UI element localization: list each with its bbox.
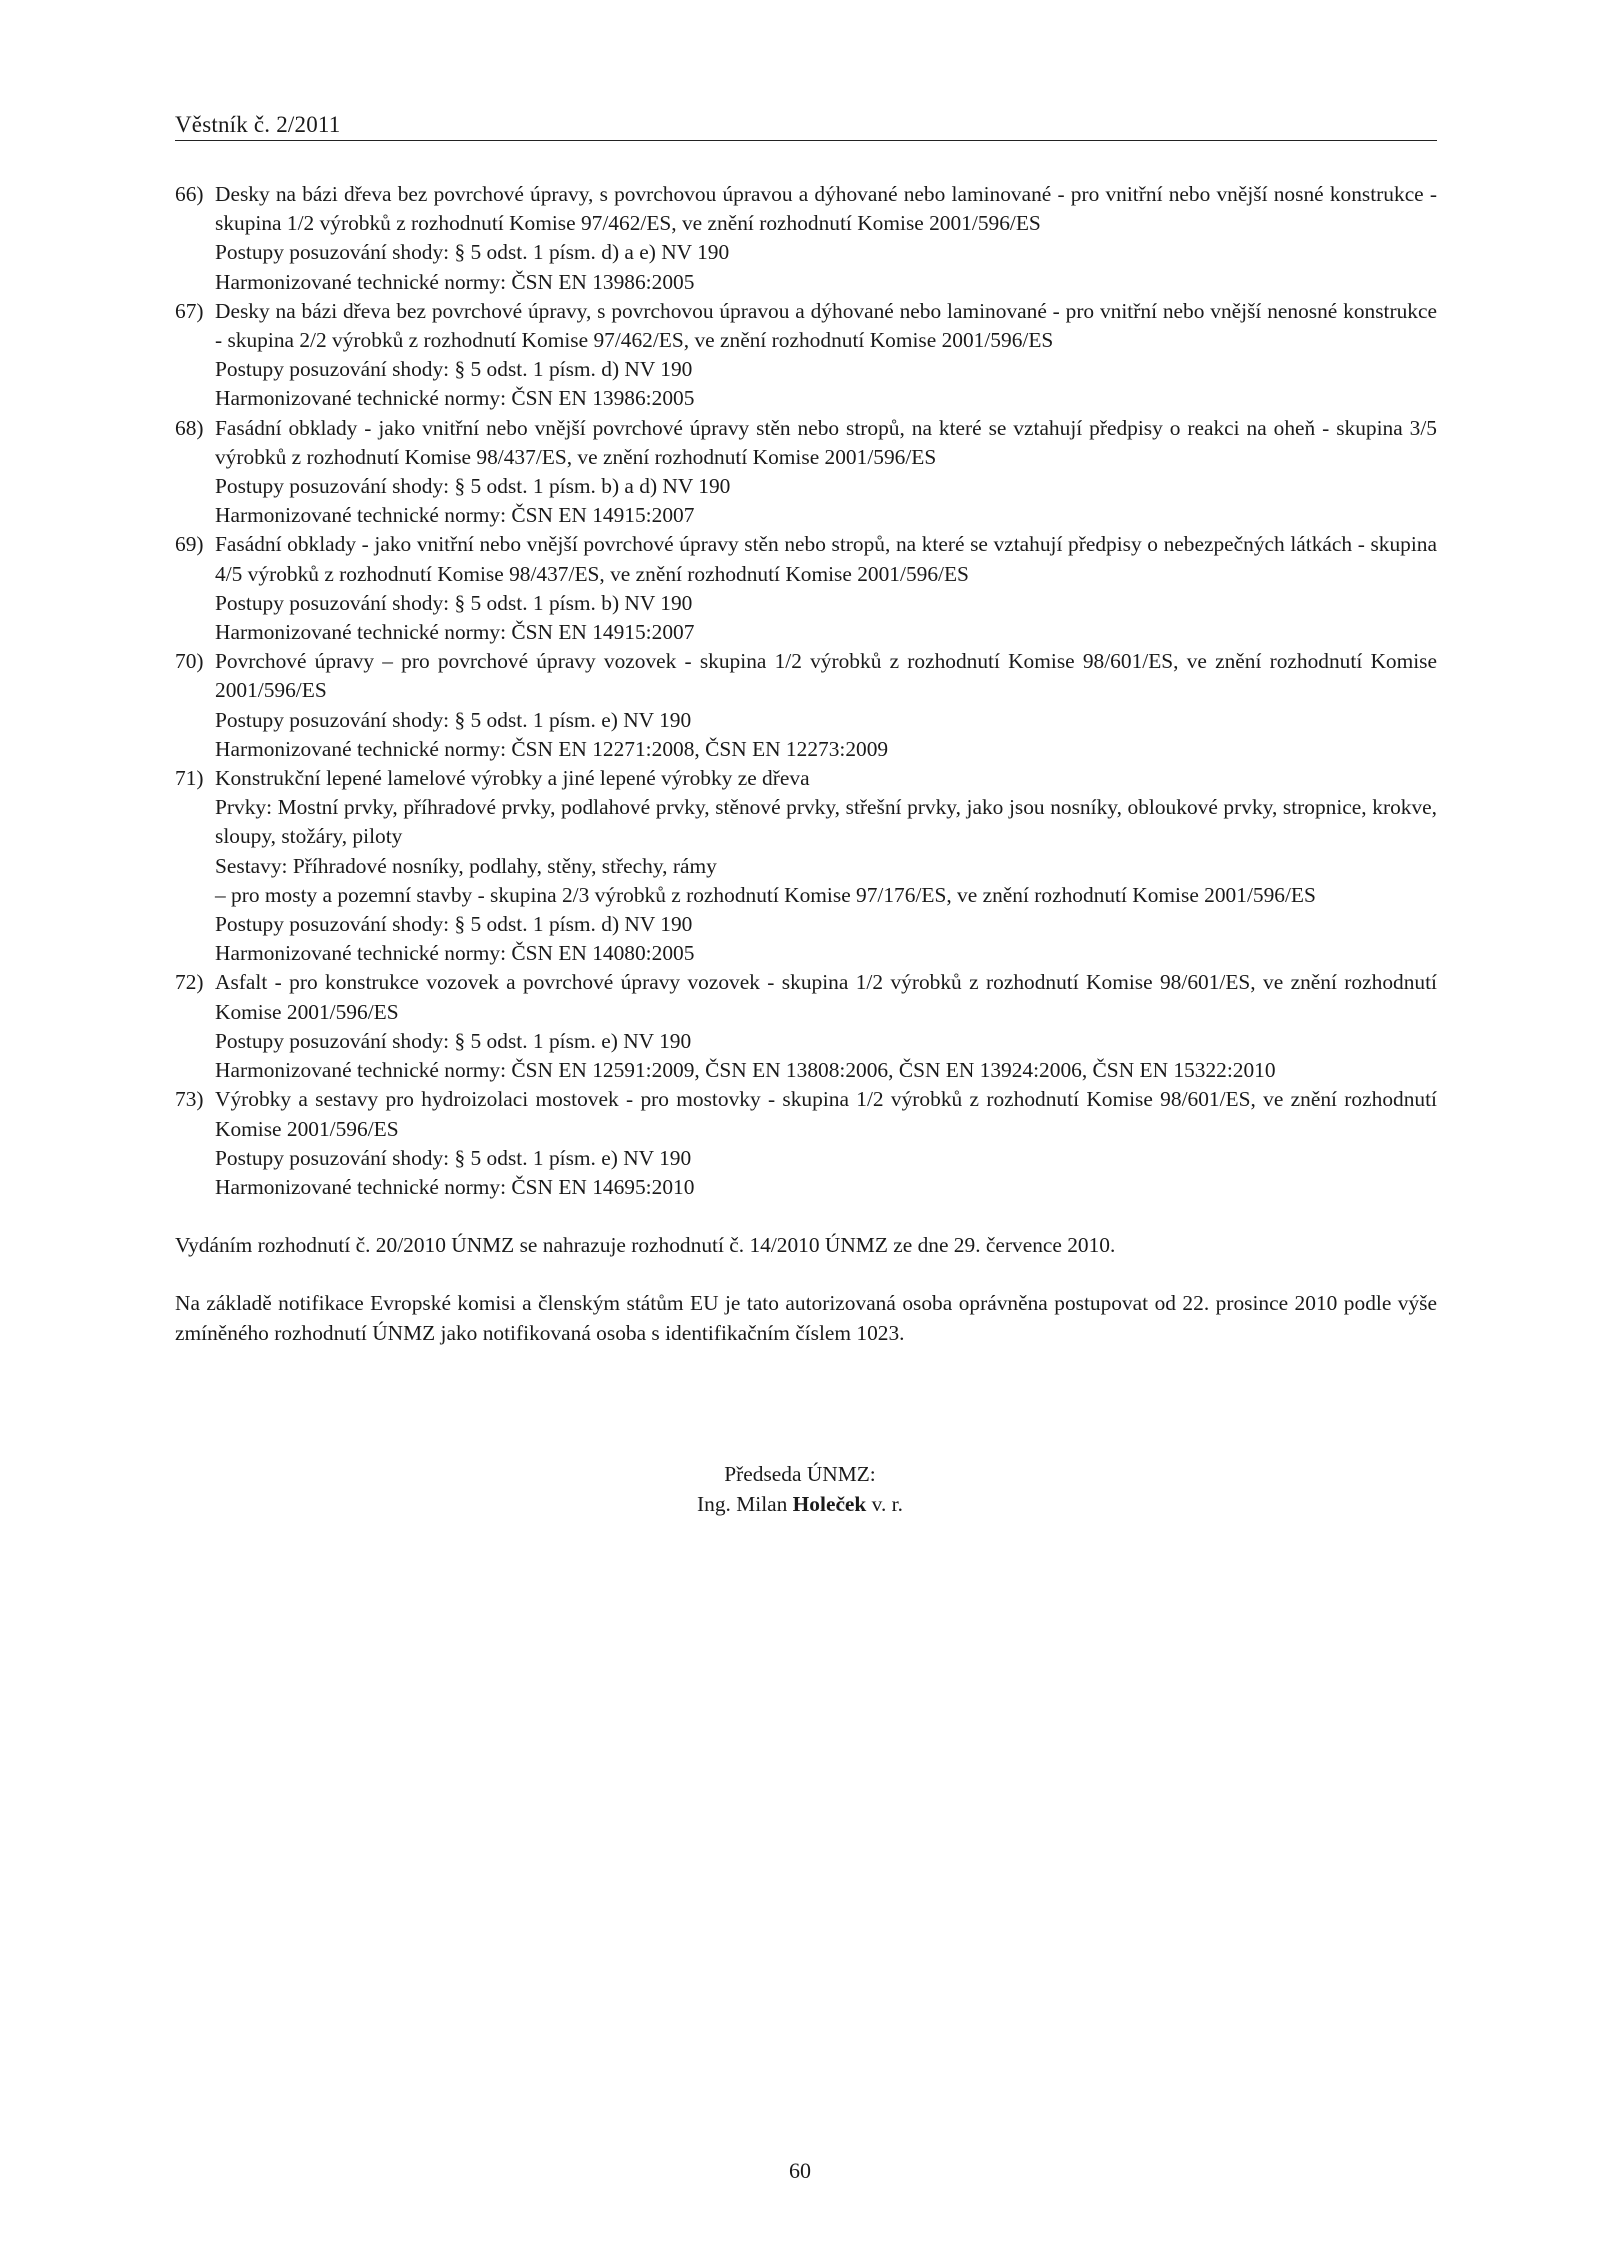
item-number: 73) — [175, 1087, 204, 1112]
item-line: Konstrukční lepené lamelové výrobky a jiné lepené výrobky ze dřeva — [215, 766, 810, 791]
item-line: Postupy posuzování shody: § 5 odst. 1 písm. d) NV 190 — [215, 912, 693, 937]
list-item — [175, 968, 1437, 1085]
notification-paragraph: Na základě notifikace Evropské komisi a členským státům EU je tato autorizovaná osoba oprávněna postupovat od 22. prosince 2010 podle výše zmíněného rozhodnutí ÚNMZ jako notifikovaná osoba s identifikačním číslem 1023. — [175, 1291, 1437, 1345]
item-number: 72) — [175, 970, 204, 995]
signature-name-suffix: v. r. — [866, 1491, 903, 1516]
replacement-note: Vydáním rozhodnutí č. 20/2010 ÚNMZ se nahrazuje rozhodnutí č. 14/2010 ÚNMZ ze dne 29. července 2010. — [175, 1233, 1116, 1258]
item-number: 68) — [175, 415, 204, 440]
item-line: Prvky: Mostní prvky, příhradové prvky, podlahové prvky, stěnové prvky, střešní prvky, jako jsou nosníky, obloukové prvky, stropnice, krokve, sloupy, stožáry, piloty — [215, 795, 1437, 849]
list-item — [175, 1085, 1437, 1202]
signature-role: Předseda ÚNMZ: — [724, 1462, 876, 1486]
list-item — [175, 647, 1437, 764]
item-line: Povrchové úpravy – pro povrchové úpravy vozovek - skupina 1/2 výrobků z rozhodnutí Komise 98/601/ES, ve znění rozhodnutí Komise 2001/596/ES — [215, 649, 1437, 703]
list-item — [175, 530, 1437, 647]
item-line: – pro mosty a pozemní stavby - skupina 2/3 výrobků z rozhodnutí Komise 97/176/ES, ve znění rozhodnutí Komise 2001/596/ES — [215, 882, 1316, 907]
list-item — [175, 764, 1437, 968]
item-body — [215, 530, 1437, 647]
item-line: Harmonizované technické normy: ČSN EN 14695:2010 — [215, 1174, 695, 1199]
item-line: Postupy posuzování shody: § 5 odst. 1 písm. e) NV 190 — [215, 1145, 692, 1170]
signature-name — [0, 1490, 1600, 1520]
item-number: 71) — [175, 766, 204, 791]
item-line: Sestavy: Příhradové nosníky, podlahy, stěny, střechy, rámy — [215, 853, 717, 878]
item-line: Harmonizované technické normy: ČSN EN 12271:2008, ČSN EN 12273:2009 — [215, 736, 889, 761]
item-line: Asfalt - pro konstrukce vozovek a povrchové úpravy vozovek - skupina 1/2 výrobků z rozhodnutí Komise 98/601/ES, ve znění rozhodnutí Komise 2001/596/ES — [215, 970, 1437, 1024]
item-line: Fasádní obklady - jako vnitřní nebo vnější povrchové úpravy stěn nebo stropů, na které se vztahují předpisy o reakci na oheň - skupina 3/5 výrobků z rozhodnutí Komise 98/437/ES, ve znění rozhodnutí Komise 2001/596/ES — [215, 415, 1437, 469]
page-header — [175, 112, 1437, 141]
item-line: Postupy posuzování shody: § 5 odst. 1 písm. d) a e) NV 190 — [215, 240, 730, 265]
item-body — [215, 968, 1437, 1085]
header-title: Věstník č. 2/2011 — [175, 112, 341, 137]
item-body — [215, 180, 1437, 297]
list-item — [175, 297, 1437, 414]
item-line: Postupy posuzování shody: § 5 odst. 1 písm. e) NV 190 — [215, 707, 692, 732]
item-line: Harmonizované technické normy: ČSN EN 14915:2007 — [215, 503, 695, 528]
item-body — [215, 764, 1437, 968]
signature-surname: Holeček — [792, 1491, 867, 1516]
item-line: Harmonizované technické normy: ČSN EN 13986:2005 — [215, 269, 695, 294]
item-line: Postupy posuzování shody: § 5 odst. 1 písm. b) NV 190 — [215, 590, 693, 615]
page-number: 60 — [789, 2158, 811, 2183]
item-body — [215, 297, 1437, 414]
item-body — [215, 1085, 1437, 1202]
item-line: Postupy posuzování shody: § 5 odst. 1 písm. b) a d) NV 190 — [215, 474, 731, 499]
item-line: Desky na bázi dřeva bez povrchové úpravy, s povrchovou úpravou a dýhované nebo laminované - pro vnitřní nebo vnější nosné konstrukce - skupina 1/2 výrobků z rozhodnutí Komise 97/462/ES, ve znění rozhodnutí Komise 2001/596/ES — [215, 182, 1437, 236]
item-line: Harmonizované technické normy: ČSN EN 13986:2005 — [215, 386, 695, 411]
list-item — [175, 180, 1437, 297]
item-body — [215, 414, 1437, 531]
item-line: Harmonizované technické normy: ČSN EN 12591:2009, ČSN EN 13808:2006, ČSN EN 13924:2006, ČSN EN 15322:2010 — [215, 1058, 1276, 1083]
signature-block — [0, 1460, 1600, 1519]
item-line: Výrobky a sestavy pro hydroizolaci mostovek - pro mostovky - skupina 1/2 výrobků z rozhodnutí Komise 98/601/ES, ve znění rozhodnutí Komise 2001/596/ES — [215, 1087, 1437, 1141]
item-list — [175, 180, 1437, 1202]
item-number: 70) — [175, 649, 204, 674]
item-line: Fasádní obklady - jako vnitřní nebo vnější povrchové úpravy stěn nebo stropů, na které se vztahují předpisy o nebezpečných látkách - skupina 4/5 výrobků z rozhodnutí Komise 98/437/ES, ve znění rozhodnutí Komise 2001/596/ES — [215, 532, 1437, 586]
item-number: 67) — [175, 298, 204, 323]
item-body — [215, 647, 1437, 764]
item-number: 66) — [175, 182, 204, 206]
item-line: Postupy posuzování shody: § 5 odst. 1 písm. d) NV 190 — [215, 357, 693, 382]
signature-name-prefix: Ing. Milan — [697, 1491, 793, 1516]
document-body — [175, 180, 1437, 1348]
item-line: Harmonizované technické normy: ČSN EN 14080:2005 — [215, 941, 695, 966]
item-line: Postupy posuzování shody: § 5 odst. 1 písm. e) NV 190 — [215, 1028, 692, 1053]
item-line: Harmonizované technické normy: ČSN EN 14915:2007 — [215, 620, 695, 645]
list-item — [175, 414, 1437, 531]
item-line: Desky na bázi dřeva bez povrchové úpravy, s povrchovou úpravou a dýhované nebo laminované - pro vnitřní nebo vnější nenosné konstrukce - skupina 2/2 výrobků z rozhodnutí Komise 97/462/ES, ve znění rozhodnutí Komise 2001/596/ES — [215, 298, 1437, 353]
item-number: 69) — [175, 532, 204, 557]
